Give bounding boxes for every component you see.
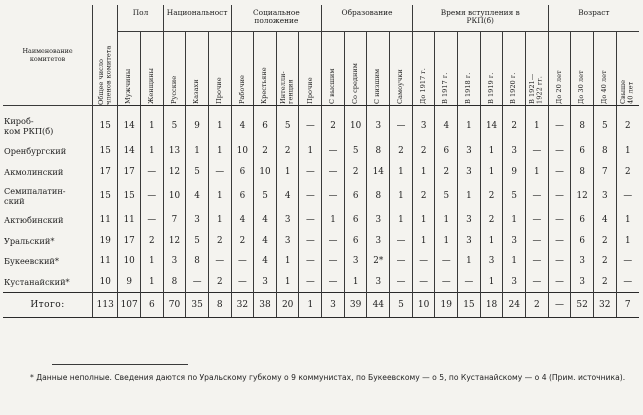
column-header bbox=[367, 32, 390, 106]
table-cell: 6 bbox=[254, 106, 277, 142]
table-cell: — bbox=[141, 210, 164, 231]
table-cell: — bbox=[616, 272, 639, 293]
table-cell: 1 bbox=[390, 162, 413, 183]
table-cell: — bbox=[412, 251, 435, 272]
table-cell: — bbox=[526, 210, 549, 231]
footnote: * Данные неполные. Сведения даются по Уральскому губкому о 9 коммунистах, по Букеевскому — о 5, по Кустанайскому — о 4 (Прим. источника). bbox=[30, 373, 626, 382]
table-cell: 1 bbox=[208, 141, 231, 162]
column-header bbox=[593, 32, 616, 106]
column-header-label: До 1917 г. bbox=[418, 67, 427, 104]
table-cell: 2* bbox=[367, 251, 390, 272]
table-cell: 17 bbox=[93, 162, 118, 183]
table-cell: — bbox=[299, 272, 322, 293]
table-cell: — bbox=[412, 272, 435, 293]
table-cell: 1 bbox=[458, 106, 481, 142]
table-cell: 3 bbox=[458, 162, 481, 183]
table-cell: 1 bbox=[390, 210, 413, 231]
table-cell: 1 bbox=[480, 162, 503, 183]
table-cell: 1 bbox=[458, 251, 481, 272]
total-cell: 8 bbox=[208, 293, 231, 318]
table-cell: 8 bbox=[367, 141, 390, 162]
table-cell: 6 bbox=[571, 231, 594, 252]
committee-name: Кустанайский* bbox=[4, 276, 70, 287]
table-cell: 5 bbox=[344, 141, 367, 162]
column-header bbox=[390, 32, 413, 106]
table-cell: 1 bbox=[141, 141, 164, 162]
table-cell: — bbox=[526, 251, 549, 272]
column-header bbox=[322, 32, 345, 106]
table-cell: 3 bbox=[571, 272, 594, 293]
table-cell: 6 bbox=[571, 141, 594, 162]
table-cell: 2 bbox=[616, 162, 639, 183]
table-cell: 19 bbox=[93, 231, 118, 252]
group-header: Возраст bbox=[548, 5, 639, 32]
total-cell: 70 bbox=[163, 293, 186, 318]
table-cell: 10 bbox=[254, 162, 277, 183]
table-cell: 11 bbox=[93, 210, 118, 231]
column-header-label: До 40 лет bbox=[599, 69, 608, 104]
table-cell: 10 bbox=[163, 182, 186, 210]
table-cell: 10 bbox=[231, 141, 254, 162]
table-cell: 2 bbox=[231, 231, 254, 252]
table-cell: — bbox=[548, 141, 571, 162]
column-header bbox=[163, 32, 186, 106]
table-cell: 12 bbox=[571, 182, 594, 210]
table-cell: 2 bbox=[435, 162, 458, 183]
column-header bbox=[503, 32, 526, 106]
header-group-row bbox=[3, 5, 639, 32]
total-row bbox=[3, 293, 639, 318]
total-cell: 32 bbox=[231, 293, 254, 318]
column-header-label: До 30 лет bbox=[577, 69, 586, 104]
committee-name: Оренбургский bbox=[4, 146, 67, 157]
column-header-label: В 1920 г. bbox=[509, 72, 518, 104]
footnote-rule bbox=[52, 364, 188, 365]
column-header bbox=[571, 32, 594, 106]
table-cell: 12 bbox=[163, 162, 186, 183]
table-cell: 5 bbox=[254, 182, 277, 210]
table-body bbox=[3, 106, 639, 318]
table-cell: — bbox=[390, 272, 413, 293]
table-cell: — bbox=[322, 251, 345, 272]
table-cell: 3 bbox=[367, 231, 390, 252]
table-cell: 11 bbox=[118, 210, 141, 231]
table-cell: 1 bbox=[616, 141, 639, 162]
total-cell: 18 bbox=[480, 293, 503, 318]
table-cell: 1 bbox=[276, 272, 299, 293]
group-header: Образование bbox=[322, 5, 413, 32]
table-cell: 2 bbox=[480, 210, 503, 231]
table-cell: — bbox=[299, 182, 322, 210]
table-cell: 3 bbox=[412, 106, 435, 142]
table-cell: 1 bbox=[503, 251, 526, 272]
table-cell: 13 bbox=[163, 141, 186, 162]
table-cell: — bbox=[390, 231, 413, 252]
table-cell: 3 bbox=[503, 231, 526, 252]
table-cell: 5 bbox=[186, 162, 209, 183]
table-cell: 2 bbox=[344, 162, 367, 183]
table-cell: 4 bbox=[254, 231, 277, 252]
table-cell: 14 bbox=[118, 106, 141, 142]
table-cell: 6 bbox=[571, 210, 594, 231]
total-cell: 107 bbox=[118, 293, 141, 318]
committee-name: Уральский* bbox=[4, 235, 55, 246]
column-header bbox=[480, 32, 503, 106]
table-cell: 6 bbox=[435, 141, 458, 162]
table-cell: 7 bbox=[593, 162, 616, 183]
total-cell: 19 bbox=[435, 293, 458, 318]
table-cell: 1 bbox=[480, 231, 503, 252]
table-cell: 2 bbox=[208, 231, 231, 252]
column-header-label: В 1921— 1922 гг. bbox=[528, 73, 544, 104]
table-row bbox=[3, 182, 639, 210]
group-header: Время вступления в РКП(б) bbox=[412, 5, 548, 32]
table-cell: — bbox=[208, 162, 231, 183]
table-cell: 4 bbox=[231, 106, 254, 142]
total-cell: 52 bbox=[571, 293, 594, 318]
column-header bbox=[616, 32, 639, 106]
total-cell: 20 bbox=[276, 293, 299, 318]
table-cell: 15 bbox=[93, 141, 118, 162]
total-cell: 1 bbox=[299, 293, 322, 318]
total-members-label: Общее число членов комитета bbox=[96, 45, 113, 105]
table-cell: 6 bbox=[344, 210, 367, 231]
table-cell: 4 bbox=[435, 106, 458, 142]
statistics-document bbox=[3, 5, 639, 318]
table-cell: 1 bbox=[616, 231, 639, 252]
column-header bbox=[458, 32, 481, 106]
table-cell: 1 bbox=[344, 272, 367, 293]
table-cell: 1 bbox=[412, 210, 435, 231]
table-cell: — bbox=[526, 182, 549, 210]
table-cell: — bbox=[526, 141, 549, 162]
table-cell: 1 bbox=[526, 162, 549, 183]
table-cell: — bbox=[299, 162, 322, 183]
committee-name: Акмолинский bbox=[4, 166, 64, 177]
column-header-label: Самоучки bbox=[396, 68, 405, 104]
column-header-label: Женщины bbox=[147, 67, 156, 104]
table-cell: — bbox=[616, 251, 639, 272]
table-cell: — bbox=[390, 251, 413, 272]
committee-name: Кироб- ком РКП(б) bbox=[4, 116, 54, 136]
table-cell: 2 bbox=[480, 182, 503, 210]
column-header bbox=[208, 32, 231, 106]
table-cell: 10 bbox=[93, 272, 118, 293]
table-cell: — bbox=[231, 251, 254, 272]
table-cell: 7 bbox=[163, 210, 186, 231]
table-row bbox=[3, 141, 639, 162]
table-cell: 14 bbox=[480, 106, 503, 142]
table-row bbox=[3, 251, 639, 272]
table-cell: 3 bbox=[367, 106, 390, 142]
total-cell: 44 bbox=[367, 293, 390, 318]
committee-statistics-table bbox=[3, 5, 639, 318]
column-header-label: Казахи bbox=[192, 78, 201, 104]
table-cell: 5 bbox=[163, 106, 186, 142]
table-cell: 17 bbox=[118, 162, 141, 183]
column-header bbox=[276, 32, 299, 106]
table-cell: 3 bbox=[458, 231, 481, 252]
table-cell: — bbox=[299, 210, 322, 231]
column-header-label: В 1919 г. bbox=[486, 72, 495, 104]
table-cell: 1 bbox=[412, 162, 435, 183]
total-cell: 2 bbox=[526, 293, 549, 318]
table-cell: 5 bbox=[276, 106, 299, 142]
column-header-label: В 1917 г. bbox=[441, 72, 450, 104]
total-cell: 3 bbox=[322, 293, 345, 318]
table-cell: — bbox=[548, 210, 571, 231]
total-cell: 32 bbox=[593, 293, 616, 318]
table-cell: — bbox=[322, 182, 345, 210]
table-cell: 14 bbox=[118, 141, 141, 162]
table-cell: 3 bbox=[458, 141, 481, 162]
table-cell: 5 bbox=[593, 106, 616, 142]
table-cell: 6 bbox=[231, 182, 254, 210]
table-cell: 1 bbox=[412, 231, 435, 252]
table-cell: — bbox=[322, 162, 345, 183]
table-cell: 3 bbox=[163, 251, 186, 272]
table-cell: 8 bbox=[186, 251, 209, 272]
total-cell: 35 bbox=[186, 293, 209, 318]
table-cell: 4 bbox=[254, 210, 277, 231]
table-cell: — bbox=[322, 272, 345, 293]
total-cell: 10 bbox=[412, 293, 435, 318]
table-cell: 14 bbox=[367, 162, 390, 183]
table-cell: 1 bbox=[435, 231, 458, 252]
table-cell: 10 bbox=[118, 251, 141, 272]
column-header-label: С низшим bbox=[373, 68, 382, 104]
table-cell: 1 bbox=[458, 182, 481, 210]
group-header: Национальност bbox=[163, 5, 231, 32]
column-header-label: Со средним bbox=[350, 62, 359, 104]
table-cell: 2 bbox=[593, 251, 616, 272]
column-header bbox=[141, 32, 164, 106]
table-cell: 1 bbox=[208, 106, 231, 142]
table-cell: 1 bbox=[208, 182, 231, 210]
table-cell: 3 bbox=[276, 231, 299, 252]
table-cell: — bbox=[322, 141, 345, 162]
table-cell: 8 bbox=[367, 182, 390, 210]
committee-name: Актюбинский bbox=[4, 215, 64, 226]
total-cell: — bbox=[548, 293, 571, 318]
column-header-label: Прочие bbox=[305, 77, 314, 104]
table-cell: 2 bbox=[616, 106, 639, 142]
total-members-header bbox=[93, 5, 118, 106]
table-cell: 2 bbox=[390, 141, 413, 162]
table-cell: — bbox=[548, 182, 571, 210]
total-cell: 15 bbox=[458, 293, 481, 318]
table-cell: 4 bbox=[593, 210, 616, 231]
column-header-label: Интелли- генция bbox=[279, 70, 295, 104]
column-header-label: Русские bbox=[169, 75, 178, 104]
table-cell: 2 bbox=[141, 231, 164, 252]
table-cell: 17 bbox=[118, 231, 141, 252]
table-row bbox=[3, 272, 639, 293]
table-cell: — bbox=[548, 272, 571, 293]
table-cell: 4 bbox=[186, 182, 209, 210]
table-cell: 2 bbox=[322, 106, 345, 142]
table-cell: 5 bbox=[186, 231, 209, 252]
table-cell: — bbox=[526, 231, 549, 252]
table-cell: 10 bbox=[344, 106, 367, 142]
table-cell: 1 bbox=[276, 251, 299, 272]
committee-name: Семипалатин- ский bbox=[4, 186, 66, 206]
table-cell: 1 bbox=[322, 210, 345, 231]
column-header-label: До 20 лет bbox=[554, 69, 563, 104]
table-cell: 8 bbox=[593, 141, 616, 162]
column-header bbox=[526, 32, 549, 106]
total-cell: 24 bbox=[503, 293, 526, 318]
table-cell: 2 bbox=[412, 182, 435, 210]
table-cell: 9 bbox=[118, 272, 141, 293]
table-cell: 2 bbox=[208, 272, 231, 293]
table-cell: — bbox=[141, 182, 164, 210]
table-cell: 3 bbox=[276, 210, 299, 231]
table-cell: 5 bbox=[503, 182, 526, 210]
column-header bbox=[254, 32, 277, 106]
table-cell: 3 bbox=[186, 210, 209, 231]
table-cell: 3 bbox=[503, 141, 526, 162]
table-cell: — bbox=[548, 231, 571, 252]
table-cell: 1 bbox=[616, 210, 639, 231]
table-cell: 3 bbox=[571, 251, 594, 272]
table-cell: 6 bbox=[344, 182, 367, 210]
table-cell: 2 bbox=[276, 141, 299, 162]
table-cell: 3 bbox=[503, 272, 526, 293]
table-row bbox=[3, 162, 639, 183]
column-header bbox=[231, 32, 254, 106]
table-row bbox=[3, 106, 639, 142]
column-header bbox=[186, 32, 209, 106]
table-cell: 9 bbox=[186, 106, 209, 142]
table-cell: 1 bbox=[435, 210, 458, 231]
total-cell: 113 bbox=[93, 293, 118, 318]
table-cell: 1 bbox=[480, 141, 503, 162]
total-cell: 39 bbox=[344, 293, 367, 318]
column-header bbox=[344, 32, 367, 106]
column-header bbox=[118, 32, 141, 106]
committee-name-header: Наименование комитетов bbox=[3, 5, 93, 106]
table-cell: 1 bbox=[141, 251, 164, 272]
table-cell: 3 bbox=[480, 251, 503, 272]
table-cell: 8 bbox=[571, 106, 594, 142]
table-cell: 4 bbox=[231, 210, 254, 231]
table-cell: 8 bbox=[163, 272, 186, 293]
table-cell: 6 bbox=[231, 162, 254, 183]
column-header-label: С высшим bbox=[328, 68, 337, 104]
table-cell: 1 bbox=[141, 272, 164, 293]
column-header bbox=[435, 32, 458, 106]
table-row bbox=[3, 231, 639, 252]
column-header-label: Крестьяне bbox=[260, 67, 269, 104]
column-header bbox=[548, 32, 571, 106]
column-header-label: Прочие bbox=[214, 77, 223, 104]
table-cell: — bbox=[299, 251, 322, 272]
table-cell: 1 bbox=[141, 106, 164, 142]
table-cell: 2 bbox=[412, 141, 435, 162]
table-cell: 2 bbox=[593, 231, 616, 252]
group-header: Социальное положение bbox=[231, 5, 322, 32]
table-cell: — bbox=[231, 272, 254, 293]
table-cell: — bbox=[435, 251, 458, 272]
table-cell: — bbox=[548, 251, 571, 272]
table-cell: 1 bbox=[208, 210, 231, 231]
table-cell: — bbox=[548, 162, 571, 183]
table-cell: — bbox=[435, 272, 458, 293]
total-cell: 5 bbox=[390, 293, 413, 318]
table-cell: 2 bbox=[503, 106, 526, 142]
table-cell: 2 bbox=[254, 141, 277, 162]
table-cell: 4 bbox=[254, 251, 277, 272]
group-header: Пол bbox=[118, 5, 163, 32]
table-cell: — bbox=[390, 106, 413, 142]
table-cell: — bbox=[548, 106, 571, 142]
column-header-label: Свыше 40 лет bbox=[619, 79, 635, 104]
table-cell: 12 bbox=[163, 231, 186, 252]
committee-name: Букеевский* bbox=[4, 256, 59, 267]
table-cell: 3 bbox=[593, 182, 616, 210]
total-cell: 6 bbox=[141, 293, 164, 318]
table-cell: — bbox=[186, 272, 209, 293]
table-cell: 3 bbox=[367, 210, 390, 231]
table-cell: 5 bbox=[435, 182, 458, 210]
table-cell: 11 bbox=[93, 251, 118, 272]
table-cell: 1 bbox=[390, 182, 413, 210]
column-header bbox=[299, 32, 322, 106]
table-cell: 1 bbox=[276, 162, 299, 183]
table-cell: 15 bbox=[93, 182, 118, 210]
table-cell: 3 bbox=[367, 272, 390, 293]
column-header-label: Рабочие bbox=[237, 74, 246, 104]
column-header bbox=[412, 32, 435, 106]
table-cell: — bbox=[322, 231, 345, 252]
table-cell: 15 bbox=[93, 106, 118, 142]
table-row bbox=[3, 210, 639, 231]
table-cell: 1 bbox=[186, 141, 209, 162]
table-cell: 9 bbox=[503, 162, 526, 183]
table-cell: 4 bbox=[276, 182, 299, 210]
table-cell: — bbox=[616, 182, 639, 210]
column-header-label: Мужчины bbox=[124, 68, 133, 104]
table-cell: — bbox=[299, 231, 322, 252]
table-cell: — bbox=[141, 162, 164, 183]
table-cell: 3 bbox=[254, 272, 277, 293]
total-cell: 7 bbox=[616, 293, 639, 318]
table-cell: 1 bbox=[299, 141, 322, 162]
total-label: Итого: bbox=[3, 293, 93, 318]
table-cell: — bbox=[208, 251, 231, 272]
table-cell: — bbox=[299, 106, 322, 142]
table-cell: 15 bbox=[118, 182, 141, 210]
table-cell: 8 bbox=[571, 162, 594, 183]
table-cell: 1 bbox=[480, 272, 503, 293]
table-cell: — bbox=[526, 272, 549, 293]
table-cell: 6 bbox=[344, 231, 367, 252]
column-header-label: В 1918 г. bbox=[464, 72, 473, 104]
total-cell: 38 bbox=[254, 293, 277, 318]
table-cell: 1 bbox=[503, 210, 526, 231]
table-cell: 2 bbox=[593, 272, 616, 293]
table-cell: — bbox=[458, 272, 481, 293]
table-cell: 3 bbox=[458, 210, 481, 231]
table-cell: 3 bbox=[344, 251, 367, 272]
table-cell: 1 bbox=[526, 106, 549, 142]
